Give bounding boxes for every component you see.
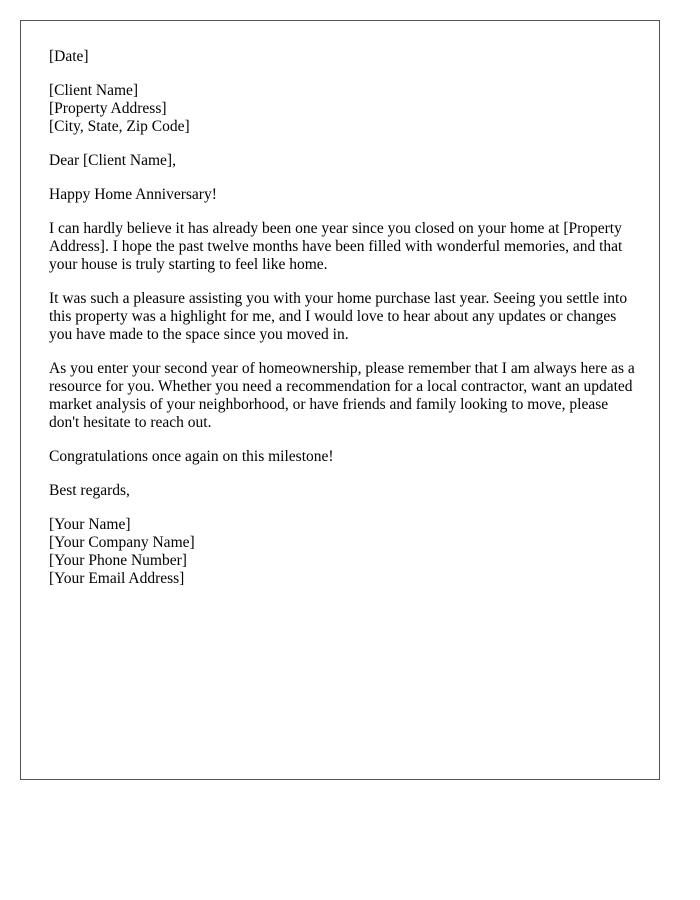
salutation: Dear [Client Name], — [49, 152, 176, 169]
sender-company: [Your Company Name] — [49, 534, 195, 551]
client-name: [Client Name] — [49, 82, 139, 99]
paragraph-resource: As you enter your second year of homeownership, please remember that I am always here as a resource for you. Whether you need a recommendation for a local contractor, want an updated market analysis of your neighborhood, or have friends and family looking to move, please don't hesitate to reach out. — [49, 360, 635, 431]
paragraph-pleasure: It was such a pleasure assisting you with your home purchase last year. Seeing you settle into this property was a highlight for me, and I would love to hear about any updates or changes you have made to the space since you moved in. — [49, 290, 628, 343]
closing-line: Best regards, — [49, 482, 130, 499]
client-address-block — [49, 82, 639, 136]
paragraph-anniversary: I can hardly believe it has already been one year since you closed on your home at [Property Address]. I hope the past twelve months have been filled with wonderful memories, and that your house is truly starting to feel like home. — [49, 220, 623, 273]
property-address: [Property Address] — [49, 100, 167, 117]
sender-email: [Your Email Address] — [49, 570, 185, 587]
sender-phone: [Your Phone Number] — [49, 552, 187, 569]
opening-line: Happy Home Anniversary! — [49, 186, 217, 203]
city-state-zip: [City, State, Zip Code] — [49, 118, 190, 135]
congratulations-line: Congratulations once again on this milestone! — [49, 448, 334, 465]
letter-date: [Date] — [49, 48, 89, 65]
sender-name: [Your Name] — [49, 516, 131, 533]
signature-block — [49, 516, 639, 588]
letter-page — [20, 20, 660, 780]
letter-body — [49, 48, 639, 604]
